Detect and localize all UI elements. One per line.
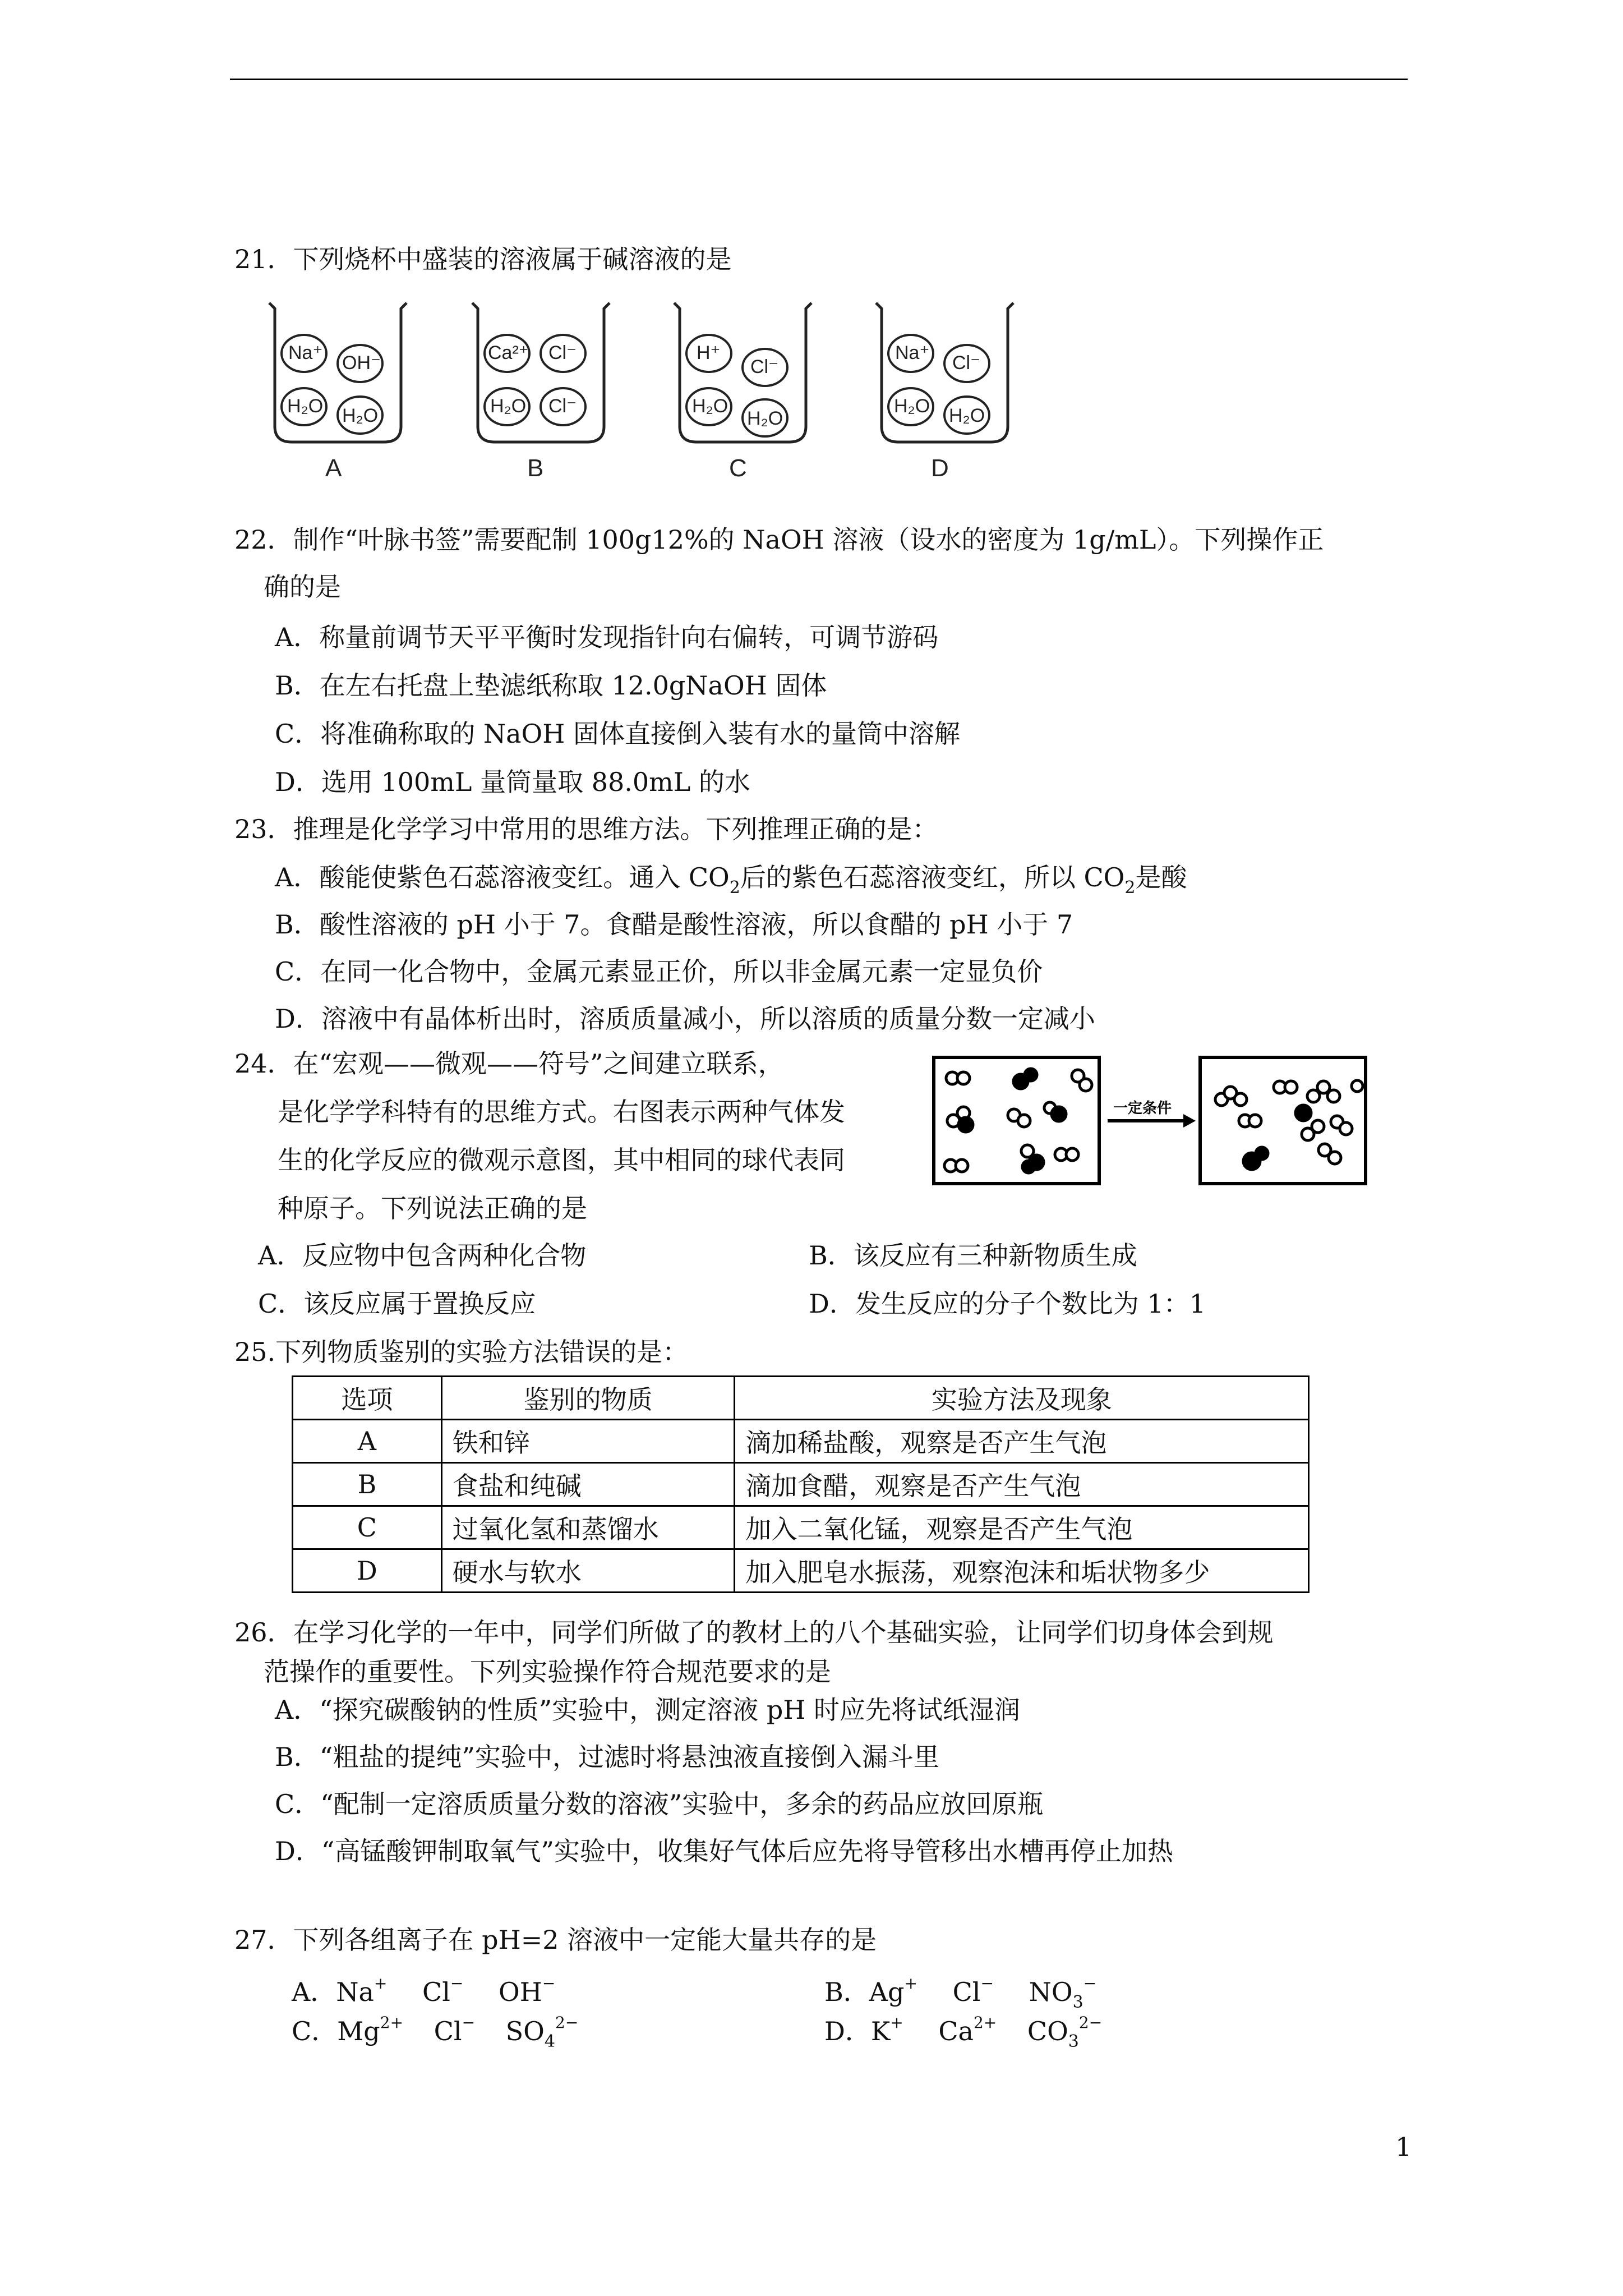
q26-option-c: C．“配制一定溶质质量分数的溶液”实验中，多余的药品应放回原瓶 bbox=[275, 1789, 1044, 1819]
q26-stem-line2: 范操作的重要性。下列实验操作符合规范要求的是 bbox=[264, 1657, 831, 1687]
beaker-d bbox=[876, 303, 1013, 442]
q24-reaction-diagram bbox=[931, 1055, 1408, 1189]
q26-option-d: D．“高锰酸钾制取氧气”实验中，收集好气体后应先将导管移出水槽再停止加热 bbox=[275, 1836, 1173, 1866]
q27-option-a: A．Na+ Cl− OH− bbox=[292, 1974, 556, 2007]
table-header-substances: 鉴别的物质 bbox=[441, 1377, 735, 1420]
q21-stem: 21．下列烧杯中盛装的溶液属于碱溶液的是 bbox=[234, 244, 732, 274]
q24-option-b: B．该反应有三种新物质生成 bbox=[809, 1240, 1137, 1271]
beaker-a-label: A bbox=[325, 454, 342, 482]
table-header-option: 选项 bbox=[293, 1377, 442, 1420]
q23-option-a: A．酸能使紫色石蕊溶液变红。通入 $CO_2$后的紫色石蕊溶液变红，所以 $CO_2$是酸 bbox=[275, 862, 1187, 898]
table-cell: 滴加食醋，观察是否产生气泡 bbox=[735, 1463, 1309, 1506]
beaker-a-ion-2: OH⁻ bbox=[342, 352, 381, 374]
table-header-row bbox=[293, 1377, 1309, 1420]
q27-option-b: B．Ag+ Cl− $NO_3^-$ bbox=[824, 1974, 1097, 2012]
q23-option-b: B．酸性溶液的 pH 小于 7。食醋是酸性溶液，所以食醋的 pH 小于 7 bbox=[275, 909, 1073, 940]
q23-stem: 23．推理是化学学习中常用的思维方法。下列推理正确的是： bbox=[234, 814, 938, 844]
q26-option-a: A．“探究碳酸钠的性质”实验中，测定溶液 pH 时应先将试纸湿润 bbox=[275, 1695, 1021, 1725]
header-rule bbox=[230, 79, 1408, 80]
q27-option-d: D．K+ $Ca^{2+}$ $CO_3^{2-}$ bbox=[824, 2013, 1103, 2051]
q22-option-d: D．选用 100mL 量筒量取 88.0mL 的水 bbox=[275, 767, 750, 797]
q23-option-d: D．溶液中有晶体析出时，溶质质量减小，所以溶质的质量分数一定减小 bbox=[275, 1004, 1095, 1034]
beaker-c-ion-3: H₂O bbox=[692, 395, 728, 417]
beaker-c-ion-1: H⁺ bbox=[697, 342, 721, 364]
beaker-b-ion-4: Cl⁻ bbox=[548, 395, 577, 417]
table-cell: 食盐和纯碱 bbox=[441, 1463, 735, 1506]
table-cell: 滴加稀盐酸，观察是否产生气泡 bbox=[735, 1420, 1309, 1463]
q24-stem-line2: 是化学学科特有的思维方式。右图表示两种气体发 bbox=[278, 1097, 845, 1127]
beaker-b bbox=[472, 303, 610, 442]
beaker-d-ion-1: Na⁺ bbox=[895, 342, 930, 364]
table-row bbox=[293, 1506, 1309, 1549]
q26-option-b: B．“粗盐的提纯”实验中，过滤时将悬浊液直接倒入漏斗里 bbox=[275, 1742, 939, 1772]
table-cell: 加入二氧化锰，观察是否产生气泡 bbox=[735, 1506, 1309, 1549]
q22-stem-line2: 确的是 bbox=[264, 572, 341, 602]
q22-option-a: A．称量前调节天平平衡时发现指针向右偏转，可调节游码 bbox=[275, 622, 939, 652]
beaker-d-label: D bbox=[931, 454, 949, 482]
beaker-c-ion-2: Cl⁻ bbox=[750, 356, 779, 378]
table-header-method: 实验方法及现象 bbox=[735, 1377, 1309, 1420]
q22-stem-line1: 22．制作“叶脉书签”需要配制 100g12%的 NaOH 溶液（设水的密度为 1g/mL）。下列操作正 bbox=[234, 524, 1324, 555]
q21-beakers-figure bbox=[264, 297, 1021, 488]
q26-stem-line1: 26．在学习化学的一年中，同学们所做了的教材上的八个基础实验，让同学们切身体会到规 bbox=[234, 1617, 1274, 1648]
reaction-condition-label: 一定条件 bbox=[1113, 1100, 1172, 1117]
beaker-c bbox=[674, 303, 811, 442]
q24-option-a: A．反应物中包含两种化合物 bbox=[258, 1240, 587, 1271]
q24-option-c: C．该反应属于置换反应 bbox=[258, 1289, 536, 1319]
beaker-b-ion-1: Ca²⁺ bbox=[488, 342, 529, 364]
q24-stem-line1: 24．在“宏观——微观——符号”之间建立联系， bbox=[234, 1048, 784, 1079]
beaker-c-ion-4: H₂O bbox=[747, 408, 783, 429]
beaker-a-ion-1: Na⁺ bbox=[288, 342, 323, 364]
beaker-b-label: B bbox=[527, 454, 544, 482]
q22-option-c: C．将准确称取的 NaOH 固体直接倒入装有水的量筒中溶解 bbox=[275, 719, 960, 749]
table-cell: 硬水与软水 bbox=[441, 1549, 735, 1593]
page-number: 1 bbox=[1395, 2132, 1412, 2162]
beaker-d-ion-4: H₂O bbox=[949, 405, 985, 426]
table-cell: C bbox=[293, 1506, 442, 1549]
q24-stem-line3: 生的化学反应的微观示意图，其中相同的球代表同 bbox=[278, 1145, 845, 1175]
table-cell: 加入肥皂水振荡，观察泡沫和垢状物多少 bbox=[735, 1549, 1309, 1593]
table-row bbox=[293, 1420, 1309, 1463]
beaker-a bbox=[269, 303, 407, 442]
beaker-d-ion-3: H₂O bbox=[894, 395, 930, 417]
beaker-a-ion-4: H₂O bbox=[342, 405, 379, 426]
table-cell: B bbox=[293, 1463, 442, 1506]
beaker-b-ion-2: Cl⁻ bbox=[548, 342, 577, 364]
q27-option-c: C．$Mg^{2+}$ Cl− $SO_4^{2-}$ bbox=[292, 2013, 579, 2051]
q27-stem: 27．下列各组离子在 pH=2 溶液中一定能大量共存的是 bbox=[234, 1925, 877, 1955]
table-cell: D bbox=[293, 1549, 442, 1593]
q24-option-d: D．发生反应的分子个数比为 1：1 bbox=[809, 1289, 1206, 1319]
q25-table bbox=[292, 1375, 1310, 1593]
beaker-c-label: C bbox=[729, 454, 747, 482]
q23-option-c: C．在同一化合物中，金属元素显正价，所以非金属元素一定显负价 bbox=[275, 956, 1043, 987]
table-cell: A bbox=[293, 1420, 442, 1463]
beaker-b-ion-3: H₂O bbox=[490, 395, 527, 417]
table-row bbox=[293, 1549, 1309, 1593]
q22-option-b: B．在左右托盘上垫滤纸称取 12.0gNaOH 固体 bbox=[275, 670, 827, 701]
q25-stem: 25.下列物质鉴别的实验方法错误的是： bbox=[234, 1337, 689, 1367]
beaker-d-ion-2: Cl⁻ bbox=[952, 352, 981, 374]
table-row bbox=[293, 1463, 1309, 1506]
q24-stem-line4: 种原子。下列说法正确的是 bbox=[278, 1193, 587, 1223]
table-cell: 过氧化氢和蒸馏水 bbox=[441, 1506, 735, 1549]
beaker-a-ion-3: H₂O bbox=[287, 395, 324, 417]
table-cell: 铁和锌 bbox=[441, 1420, 735, 1463]
